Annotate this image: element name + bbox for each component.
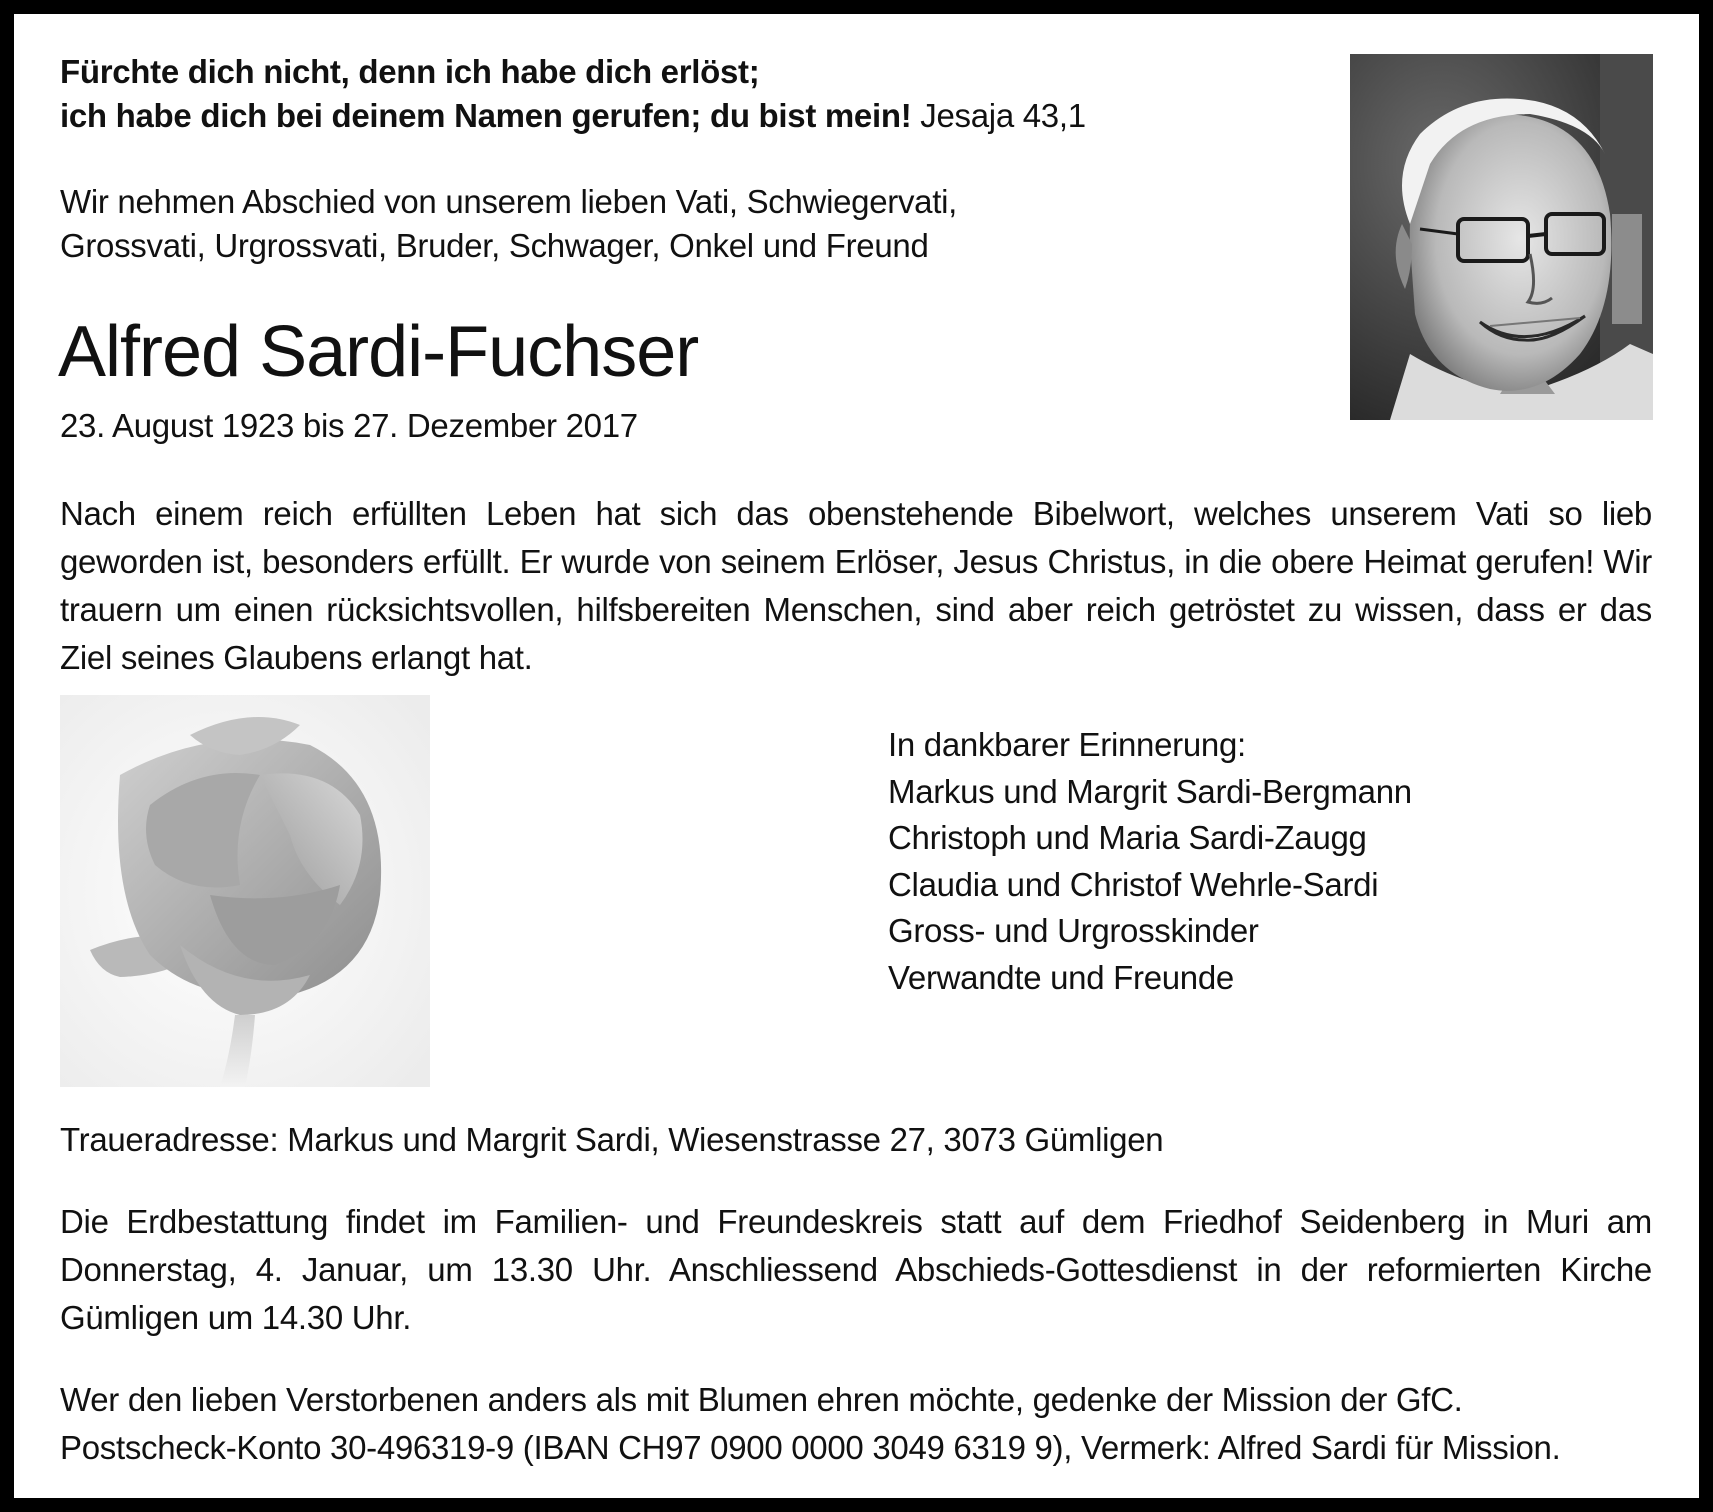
tribute-text: Nach einem reich erfüllten Leben hat sich das obenstehende Bibelwort, welches unserem Vati so lieb geworden ist, besonders erfüllt. Er wurde von seinem Erlöser, Jesus Christus, in die obere Heimat gerufen! Wir trauern um einen rücksichtsvollen, hilfsbereiten Menschen, sind aber reich getröstet zu wissen, dass er das Ziel seines Glaubens erlangt hat.: [60, 495, 1652, 676]
family-member: Gross- und Urgrosskinder: [888, 912, 1259, 949]
intro-line-2: Grossvati, Urgrossvati, Bruder, Schwager, Onkel und Freund: [60, 227, 929, 264]
life-dates: 23. August 1923 bis 27. Dezember 2017: [60, 407, 638, 444]
deceased-name: Alfred Sardi-Fuchser: [58, 312, 699, 392]
farewell-intro: [60, 180, 957, 268]
family-member: Claudia und Christof Wehrle-Sardi: [888, 865, 1379, 903]
family-member: Christoph und Maria Sardi-Zaugg: [888, 819, 1367, 856]
rose-image: [60, 695, 430, 1087]
funeral-details: Die Erdbestattung findet im Familien- und Freundeskreis statt auf dem Friedhof Seidenberg in Muri am Donnerstag, 4. Januar, um 13.30 Uhr. Anschliessend Abschieds-Gottesdienst in der reformierten Kirche Gümligen um 14.30 Uhr.: [60, 1203, 1652, 1336]
portrait-photo: [1350, 54, 1653, 420]
family-member: Verwandte und Freunde: [888, 958, 1234, 996]
family-list: [888, 722, 1412, 1001]
verse-reference: Jesaja 43,1: [920, 97, 1086, 134]
donation-line-2: Postscheck-Konto 30-496319-9 (IBAN CH97 0900 0000 3049 6319 9), Vermerk: Alfred Sardi für Mission.: [60, 1429, 1561, 1466]
bible-verse: [60, 50, 1086, 138]
family-member: Markus und Margrit Sardi-Bergmann: [888, 772, 1412, 810]
donation-info: [60, 1376, 1560, 1472]
verse-line-1: Fürchte dich nicht, denn ich habe dich erlöst;: [60, 53, 760, 90]
verse-line-2: ich habe dich bei deinem Namen gerufen; du bist mein!: [60, 97, 912, 134]
family-heading: In dankbarer Erinnerung:: [888, 726, 1246, 763]
donation-line-1: Wer den lieben Verstorbenen anders als mit Blumen ehren möchte, gedenke der Mission der GfC.: [60, 1381, 1463, 1418]
mourning-address: Traueradresse: Markus und Margrit Sardi, Wiesenstrasse 27, 3073 Gümligen: [60, 1121, 1164, 1158]
intro-line-1: Wir nehmen Abschied von unserem lieben Vati, Schwiegervati,: [60, 183, 957, 220]
